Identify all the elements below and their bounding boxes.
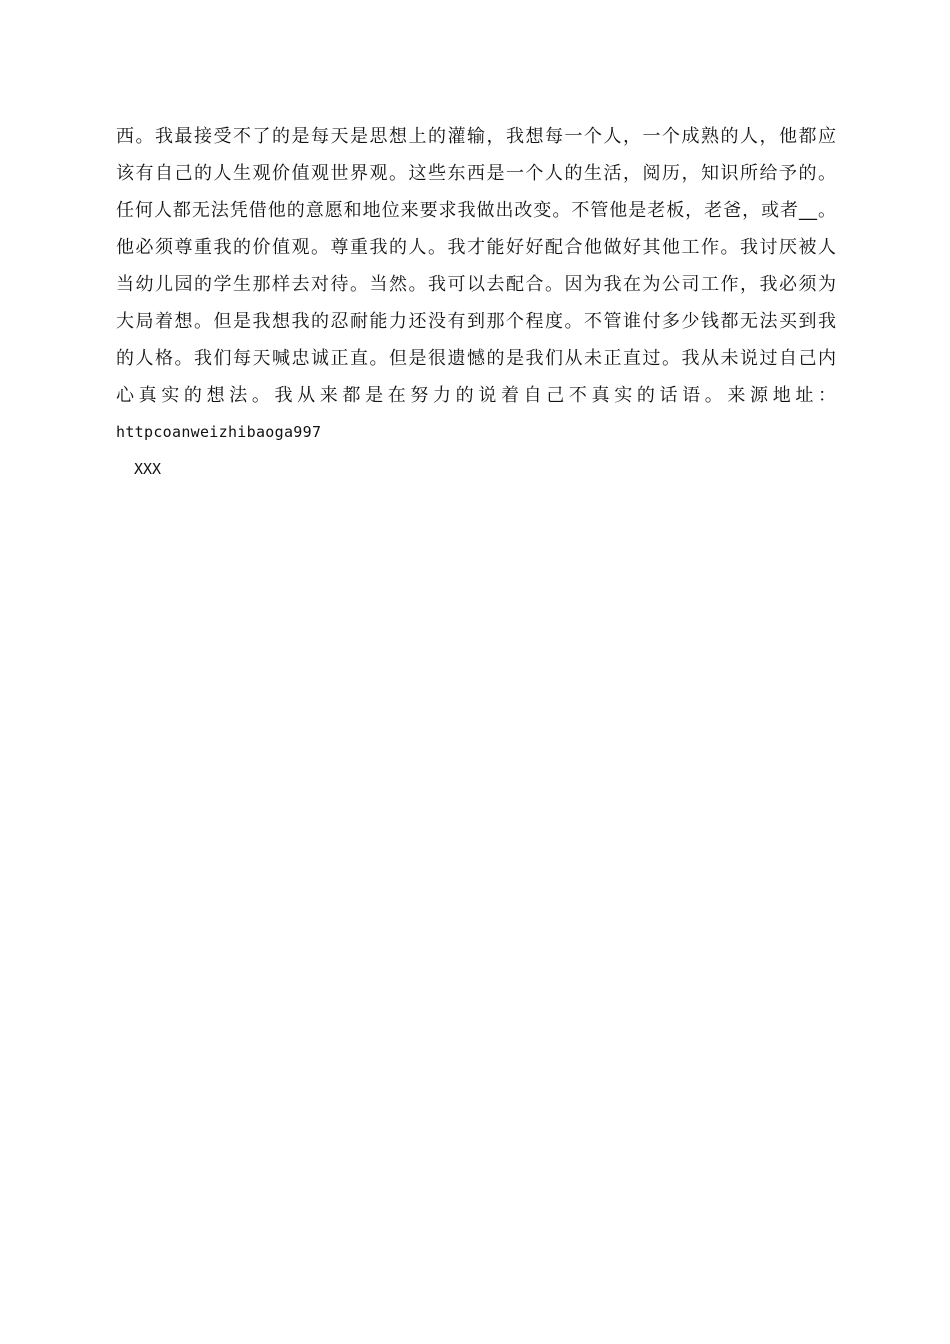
paragraph-line: 西。我最接受不了的是每天是思想上的灌输，我想每一个人，一个成熟的人，他都应 [116,126,836,147]
signature: XXX [134,460,162,478]
source-url: httpcoanweizhibaoga997 [116,423,322,441]
paragraph-line: 当幼儿园的学生那样去对待。当然。我可以去配合。因为我在为公司工作，我必须为 [116,274,836,295]
paragraph-line: 的人格。我们每天喊忠诚正直。但是很遗憾的是我们从未正直过。我从未说过自己内 [116,348,836,369]
paragraph-line: 任何人都无法凭借他的意愿和地位来要求我做出改变。不管他是老板，老爸，或者__。 [116,200,836,221]
paragraph-line: 该有自己的人生观价值观世界观。这些东西是一个人的生活，阅历，知识所给予的。 [116,163,836,184]
paragraph-line: 大局着想。但是我想我的忍耐能力还没有到那个程度。不管谁付多少钱都无法买到我 [116,311,836,332]
document-body [116,118,836,488]
paragraph-line: 心真实的想法。我从来都是在努力的说着自己不真实的话语。来源地址： [116,385,836,406]
paragraph-line: 他必须尊重我的价值观。尊重我的人。我才能好好配合他做好其他工作。我讨厌被人 [116,237,836,258]
